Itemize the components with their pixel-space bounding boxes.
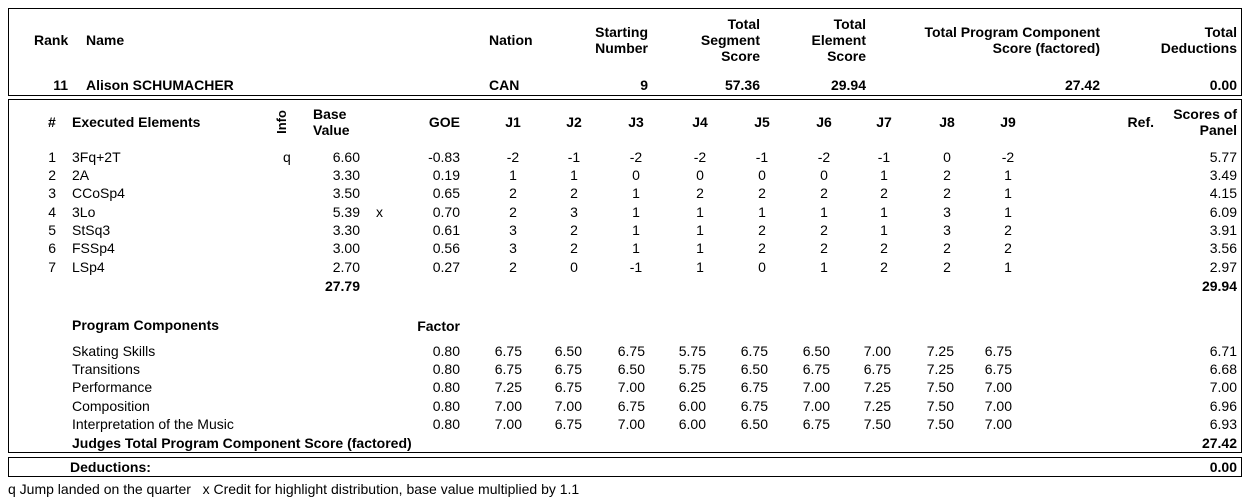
header-deductions-1: Total <box>1204 24 1237 40</box>
element-judge-score: 1 <box>880 204 888 220</box>
element-judge-score: -2 <box>506 149 520 165</box>
element-judge-score: -2 <box>629 149 643 165</box>
element-judge-score: 1 <box>1004 204 1012 220</box>
element-judge-score: 1 <box>632 204 640 220</box>
component-name: Composition <box>72 398 150 414</box>
element-judge-score: 2 <box>943 185 951 201</box>
header-name: Name <box>86 32 125 48</box>
component-judge-score: 6.75 <box>554 416 582 432</box>
header-nation: Nation <box>489 32 533 48</box>
component-panel-score: 6.68 <box>1209 361 1237 377</box>
element-name: FSSp4 <box>72 240 115 256</box>
element-base-value: 2.70 <box>332 259 360 275</box>
components-factor-header: Factor <box>417 318 460 334</box>
elements-header-info: Info <box>273 110 289 134</box>
component-judge-score: 7.00 <box>494 416 522 432</box>
skater-rank: 11 <box>53 77 68 93</box>
element-goe: 0.27 <box>432 259 460 275</box>
component-factor: 0.80 <box>432 343 460 359</box>
element-base-value: 3.50 <box>332 185 360 201</box>
judge-header-3: J3 <box>628 114 644 130</box>
element-judge-score: -1 <box>877 149 891 165</box>
elements-header-goe: GOE <box>428 114 460 130</box>
element-judge-score: 3 <box>509 240 517 256</box>
element-goe: 0.19 <box>432 167 460 183</box>
element-num: 4 <box>48 204 56 220</box>
judge-header-2: J2 <box>566 114 582 130</box>
component-judge-score: 6.75 <box>802 416 830 432</box>
skater-nation: CAN <box>489 77 520 93</box>
component-judge-score: 6.75 <box>617 343 645 359</box>
element-judge-score: 1 <box>820 259 828 275</box>
component-factor: 0.80 <box>432 416 460 432</box>
element-name: 2A <box>72 167 90 183</box>
element-num: 3 <box>48 185 56 201</box>
element-judge-score: 1 <box>880 222 888 238</box>
element-panel-score: 6.09 <box>1209 204 1237 220</box>
element-judge-score: 1 <box>696 259 704 275</box>
component-judge-score: 7.00 <box>802 379 830 395</box>
element-name: CCoSp4 <box>72 185 125 201</box>
element-judge-score: 2 <box>570 185 578 201</box>
judge-header-5: J5 <box>754 114 770 130</box>
element-judge-score: 1 <box>820 204 828 220</box>
component-judge-score: 6.25 <box>678 379 706 395</box>
element-goe: 0.70 <box>432 204 460 220</box>
element-judge-score: 2 <box>758 222 766 238</box>
component-judge-score: 7.25 <box>926 343 954 359</box>
deductions-value: 0.00 <box>1209 459 1237 475</box>
skater-deductions: 0.00 <box>1209 77 1237 93</box>
element-judge-score: 1 <box>1004 185 1012 201</box>
header-starting-2: Number <box>595 40 648 56</box>
elements-header-base-2: Value <box>313 122 350 138</box>
component-name: Transitions <box>72 361 140 377</box>
element-num: 5 <box>48 222 56 238</box>
element-judge-score: 1 <box>632 222 640 238</box>
element-judge-score: 3 <box>943 204 951 220</box>
element-judge-score: 2 <box>509 204 517 220</box>
component-judge-score: 7.00 <box>984 379 1012 395</box>
element-panel-score: 3.56 <box>1209 240 1237 256</box>
component-judge-score: 6.75 <box>863 361 891 377</box>
component-judge-score: 6.75 <box>984 361 1012 377</box>
component-judge-score: 6.75 <box>554 361 582 377</box>
component-judge-score: 7.25 <box>926 361 954 377</box>
header-pcs-2: Score (factored) <box>992 40 1100 56</box>
element-judge-score: 2 <box>880 259 888 275</box>
component-judge-score: 7.25 <box>494 379 522 395</box>
component-judge-score: 6.50 <box>802 343 830 359</box>
element-judge-score: 1 <box>632 185 640 201</box>
element-judge-score: 3 <box>509 222 517 238</box>
header-element-1: Total <box>833 16 866 32</box>
component-judge-score: 6.50 <box>740 416 768 432</box>
element-judge-score: 0 <box>943 149 951 165</box>
element-goe: 0.61 <box>432 222 460 238</box>
component-factor: 0.80 <box>432 361 460 377</box>
element-panel-score: 3.91 <box>1209 222 1237 238</box>
element-panel-score: 3.49 <box>1209 167 1237 183</box>
component-judge-score: 6.75 <box>617 398 645 414</box>
element-judge-score: 2 <box>509 259 517 275</box>
component-panel-score: 6.71 <box>1209 343 1237 359</box>
element-judge-score: 2 <box>943 240 951 256</box>
deductions-label: Deductions: <box>70 459 151 475</box>
element-panel-score: 2.97 <box>1209 259 1237 275</box>
element-name: LSp4 <box>72 259 105 275</box>
component-judge-score: 6.75 <box>740 343 768 359</box>
element-base-value: 5.39 <box>332 204 360 220</box>
component-panel-score: 6.93 <box>1209 416 1237 432</box>
element-judge-score: 1 <box>1004 167 1012 183</box>
judge-header-7: J7 <box>876 114 892 130</box>
element-judge-score: 2 <box>758 240 766 256</box>
component-judge-score: 6.50 <box>617 361 645 377</box>
component-panel-score: 6.96 <box>1209 398 1237 414</box>
component-judge-score: 6.75 <box>802 361 830 377</box>
element-judge-score: 2 <box>943 259 951 275</box>
element-judge-score: 1 <box>880 167 888 183</box>
header-rank: Rank <box>34 32 69 48</box>
element-judge-score: 0 <box>758 167 766 183</box>
element-judge-score: 1 <box>696 240 704 256</box>
element-judge-score: 0 <box>820 167 828 183</box>
element-goe: -0.83 <box>428 149 460 165</box>
component-judge-score: 6.75 <box>740 398 768 414</box>
element-judge-score: -2 <box>1001 149 1015 165</box>
component-factor: 0.80 <box>432 398 460 414</box>
deductions-box <box>8 457 1242 477</box>
element-goe: 0.56 <box>432 240 460 256</box>
skater-element-score: 29.94 <box>830 77 866 93</box>
element-judge-score: 2 <box>880 185 888 201</box>
judge-header-8: J8 <box>939 114 955 130</box>
element-judge-score: 2 <box>570 240 578 256</box>
element-judge-score: -2 <box>693 149 707 165</box>
element-judge-score: -1 <box>567 149 581 165</box>
element-judge-score: 0 <box>758 259 766 275</box>
element-judge-score: -1 <box>755 149 769 165</box>
component-judge-score: 7.50 <box>863 416 891 432</box>
components-total-value: 27.42 <box>1201 435 1237 451</box>
component-panel-score: 7.00 <box>1209 379 1237 395</box>
component-judge-score: 6.50 <box>554 343 582 359</box>
element-base-value: 3.30 <box>332 222 360 238</box>
component-name: Skating Skills <box>72 343 156 359</box>
footnote: q Jump landed on the quarter x Credit for highlight distribution, base value multiplied by 1.1 <box>8 481 580 497</box>
element-judge-score: 2 <box>570 222 578 238</box>
element-base-value: 6.60 <box>332 149 360 165</box>
element-judge-score: 1 <box>1004 259 1012 275</box>
element-judge-score: 1 <box>696 222 704 238</box>
element-judge-score: 2 <box>880 240 888 256</box>
element-num: 6 <box>48 240 56 256</box>
components-total-label: Judges Total Program Component Score (factored) <box>72 435 412 451</box>
elements-total-base: 27.79 <box>324 278 360 294</box>
element-panel-score: 4.15 <box>1209 185 1237 201</box>
header-element-3: Score <box>827 48 866 64</box>
component-judge-score: 7.00 <box>863 343 891 359</box>
header-segment-1: Total <box>727 16 760 32</box>
header-segment-3: Score <box>721 48 760 64</box>
header-segment-2: Segment <box>700 32 760 48</box>
component-judge-score: 6.75 <box>554 379 582 395</box>
element-judge-score: 0 <box>696 167 704 183</box>
component-judge-score: 7.00 <box>984 398 1012 414</box>
judge-header-6: J6 <box>816 114 832 130</box>
judge-header-1: J1 <box>505 114 521 130</box>
components-title: Program Components <box>72 317 220 333</box>
element-bonus: x <box>376 204 383 220</box>
component-judge-score: 7.00 <box>554 398 582 414</box>
element-judge-score: 2 <box>1004 222 1012 238</box>
elements-header-name: Executed Elements <box>72 114 201 130</box>
elements-header-num: # <box>48 114 56 130</box>
element-judge-score: 2 <box>509 185 517 201</box>
judge-header-9: J9 <box>1000 114 1016 130</box>
element-judge-score: 2 <box>820 222 828 238</box>
element-num: 7 <box>48 259 56 275</box>
component-judge-score: 7.00 <box>617 379 645 395</box>
element-judge-score: 2 <box>1004 240 1012 256</box>
element-base-value: 3.00 <box>332 240 360 256</box>
skater-name: Alison SCHUMACHER <box>86 77 234 93</box>
judge-header-4: J4 <box>692 114 708 130</box>
component-factor: 0.80 <box>432 379 460 395</box>
element-judge-score: 1 <box>758 204 766 220</box>
element-name: 3Lo <box>72 204 96 220</box>
skater-starting-number: 9 <box>640 77 648 93</box>
element-judge-score: 2 <box>820 185 828 201</box>
component-judge-score: 7.50 <box>926 416 954 432</box>
component-judge-score: 6.00 <box>678 416 706 432</box>
element-judge-score: 2 <box>820 240 828 256</box>
element-judge-score: 2 <box>696 185 704 201</box>
skater-segment-score: 57.36 <box>724 77 760 93</box>
element-judge-score: 3 <box>943 222 951 238</box>
component-judge-score: 7.00 <box>617 416 645 432</box>
element-base-value: 3.30 <box>332 167 360 183</box>
component-judge-score: 6.75 <box>494 343 522 359</box>
component-judge-score: 6.75 <box>494 361 522 377</box>
component-judge-score: 7.00 <box>802 398 830 414</box>
element-judge-score: 1 <box>509 167 517 183</box>
element-num: 1 <box>48 149 56 165</box>
component-judge-score: 5.75 <box>678 343 706 359</box>
elements-total-panel: 29.94 <box>1201 278 1237 294</box>
element-judge-score: 1 <box>696 204 704 220</box>
component-judge-score: 6.50 <box>740 361 768 377</box>
element-judge-score: 1 <box>570 167 578 183</box>
component-judge-score: 6.75 <box>740 379 768 395</box>
component-judge-score: 7.25 <box>863 398 891 414</box>
elements-header-base-1: Base <box>313 106 347 122</box>
component-judge-score: 6.75 <box>984 343 1012 359</box>
component-judge-score: 7.00 <box>494 398 522 414</box>
element-name: StSq3 <box>72 222 111 238</box>
header-pcs-1: Total Program Component <box>924 24 1100 40</box>
element-judge-score: 3 <box>570 204 578 220</box>
element-judge-score: 2 <box>758 185 766 201</box>
element-judge-score: 0 <box>632 167 640 183</box>
header-deductions-2: Deductions <box>1160 40 1237 56</box>
elements-header-panel-2: Panel <box>1199 122 1237 138</box>
header-starting-1: Starting <box>595 24 648 40</box>
element-info: q <box>283 149 291 165</box>
element-goe: 0.65 <box>432 185 460 201</box>
component-name: Interpretation of the Music <box>72 416 234 432</box>
element-judge-score: 2 <box>943 167 951 183</box>
elements-header-panel-1: Scores of <box>1173 106 1237 122</box>
element-judge-score: 0 <box>570 259 578 275</box>
component-judge-score: 5.75 <box>678 361 706 377</box>
element-num: 2 <box>48 167 56 183</box>
element-judge-score: 1 <box>632 240 640 256</box>
skater-pcs-score: 27.42 <box>1064 77 1100 93</box>
element-judge-score: -2 <box>817 149 831 165</box>
elements-header-ref: Ref. <box>1127 114 1154 130</box>
component-judge-score: 7.50 <box>926 379 954 395</box>
element-name: 3Fq+2T <box>72 149 121 165</box>
component-name: Performance <box>72 379 153 395</box>
component-judge-score: 7.00 <box>984 416 1012 432</box>
header-element-2: Element <box>811 32 866 48</box>
element-judge-score: -1 <box>629 259 643 275</box>
component-judge-score: 7.25 <box>863 379 891 395</box>
component-judge-score: 7.50 <box>926 398 954 414</box>
component-judge-score: 6.00 <box>678 398 706 414</box>
element-panel-score: 5.77 <box>1209 149 1237 165</box>
